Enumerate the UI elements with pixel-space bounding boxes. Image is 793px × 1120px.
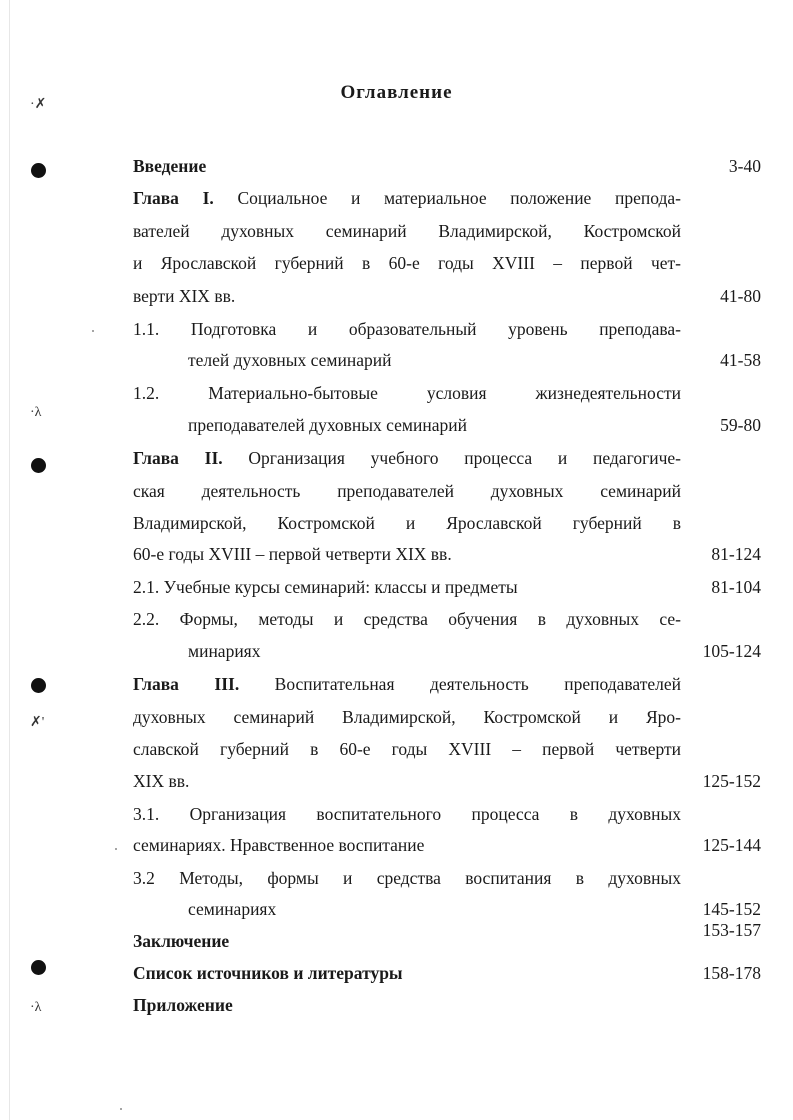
toc-text: ская деятельность преподавателей духовных семинарий	[133, 481, 681, 501]
toc-text: вателей духовных семинарий Владимирской, Костромской	[133, 221, 681, 241]
scan-speck	[120, 1108, 122, 1110]
chapter-label: Глава III.	[133, 674, 240, 694]
toc-line	[133, 962, 403, 984]
scan-speck	[92, 330, 94, 332]
toc-line	[133, 382, 681, 404]
page-title: Оглавление	[340, 82, 453, 103]
toc-text: верти XIX вв.	[133, 286, 236, 306]
toc-line	[133, 220, 681, 242]
page-range: 81-104	[711, 577, 761, 597]
page-range: 41-58	[720, 350, 761, 370]
page-range: 158-178	[702, 963, 761, 983]
toc-text: Введение	[133, 156, 207, 176]
toc-line	[133, 834, 424, 856]
toc-text: Заключение	[133, 931, 230, 951]
toc-text: славской губерний в 60-е годы XVIII – первой четверти	[133, 739, 681, 759]
margin-mark: ·λ	[30, 1000, 42, 1015]
toc-line	[133, 803, 681, 825]
toc-line	[188, 349, 391, 371]
binder-hole-dot	[31, 163, 46, 178]
toc-text: 3.1. Организация воспитательного процесса в духовных	[133, 804, 681, 824]
page-range: 41-80	[720, 286, 761, 306]
toc-line	[133, 252, 681, 274]
toc-line	[133, 770, 189, 792]
margin-mark: ·✗	[30, 97, 47, 112]
page-range: 59-80	[720, 415, 761, 435]
toc-text: семинариях	[188, 899, 277, 919]
toc-text: Организация учебного процесса и педагогиче-	[222, 448, 682, 468]
toc-text: 1.2. Материально-бытовые условия жизнедеятельности	[133, 383, 681, 403]
toc-text: семинариях. Нравственное воспитание	[133, 835, 425, 855]
toc-line	[133, 512, 681, 534]
page-range: 3-40	[728, 156, 761, 176]
toc-text: духовных семинарий Владимирской, Костромской и Яро-	[133, 707, 681, 727]
scan-speck	[115, 848, 117, 850]
toc-line	[188, 898, 276, 920]
toc-text: телей духовных семинарий	[188, 350, 392, 370]
toc-line	[188, 414, 467, 436]
toc-line	[133, 285, 235, 307]
scan-edge-line	[9, 0, 10, 1120]
toc-text: 2.2. Формы, методы и средства обучения в духовных се-	[133, 609, 681, 629]
toc-line	[188, 640, 261, 662]
toc-text: XIX вв.	[133, 771, 190, 791]
margin-mark: ✗'	[30, 715, 45, 730]
toc-text: Приложение	[133, 995, 233, 1015]
page-range: 145-152	[702, 899, 761, 919]
binder-hole-dot	[31, 678, 46, 693]
binder-hole-dot	[31, 960, 46, 975]
binder-hole-dot	[31, 458, 46, 473]
page-range: 125-152	[702, 771, 761, 791]
toc-line	[133, 706, 681, 728]
toc-text: 3.2 Методы, формы и средства воспитания в духовных	[133, 868, 681, 888]
toc-text: Список источников и литературы	[133, 963, 403, 983]
toc-text: 1.1. Подготовка и образовательный уровень преподава-	[133, 319, 681, 339]
toc-line	[133, 543, 452, 565]
toc-text: Социальное и материальное положение препода-	[213, 188, 681, 208]
toc-line	[133, 576, 518, 598]
toc-line	[133, 155, 206, 177]
page-range: 105-124	[702, 641, 761, 661]
toc-text: преподавателей духовных семинарий	[188, 415, 467, 435]
toc-text: Владимирской, Костромской и Ярославской губерний в	[133, 513, 681, 533]
page-range: 125-144	[702, 835, 761, 855]
toc-line	[133, 608, 681, 630]
toc-text: 2.1. Учебные курсы семинарий: классы и предметы	[133, 577, 518, 597]
toc-line	[133, 318, 681, 340]
toc-text: 60-е годы XVIII – первой четверти XIX вв.	[133, 544, 452, 564]
toc-text: Воспитательная деятельность преподавателей	[239, 674, 681, 694]
margin-mark: ·λ	[30, 405, 42, 420]
toc-line	[133, 673, 681, 695]
toc-line	[133, 187, 681, 209]
page-range: 153-157	[702, 920, 761, 940]
toc-line	[133, 480, 681, 502]
chapter-label: Глава II.	[133, 448, 223, 468]
toc-line	[133, 447, 681, 469]
toc-line	[133, 738, 681, 760]
toc-line	[133, 930, 229, 952]
toc-line	[133, 867, 681, 889]
toc-text: минариях	[188, 641, 261, 661]
toc-text: и Ярославской губерний в 60-е годы XVIII – первой чет-	[133, 253, 681, 273]
toc-line	[133, 994, 233, 1016]
page-range: 81-124	[711, 544, 761, 564]
chapter-label: Глава I.	[133, 188, 214, 208]
